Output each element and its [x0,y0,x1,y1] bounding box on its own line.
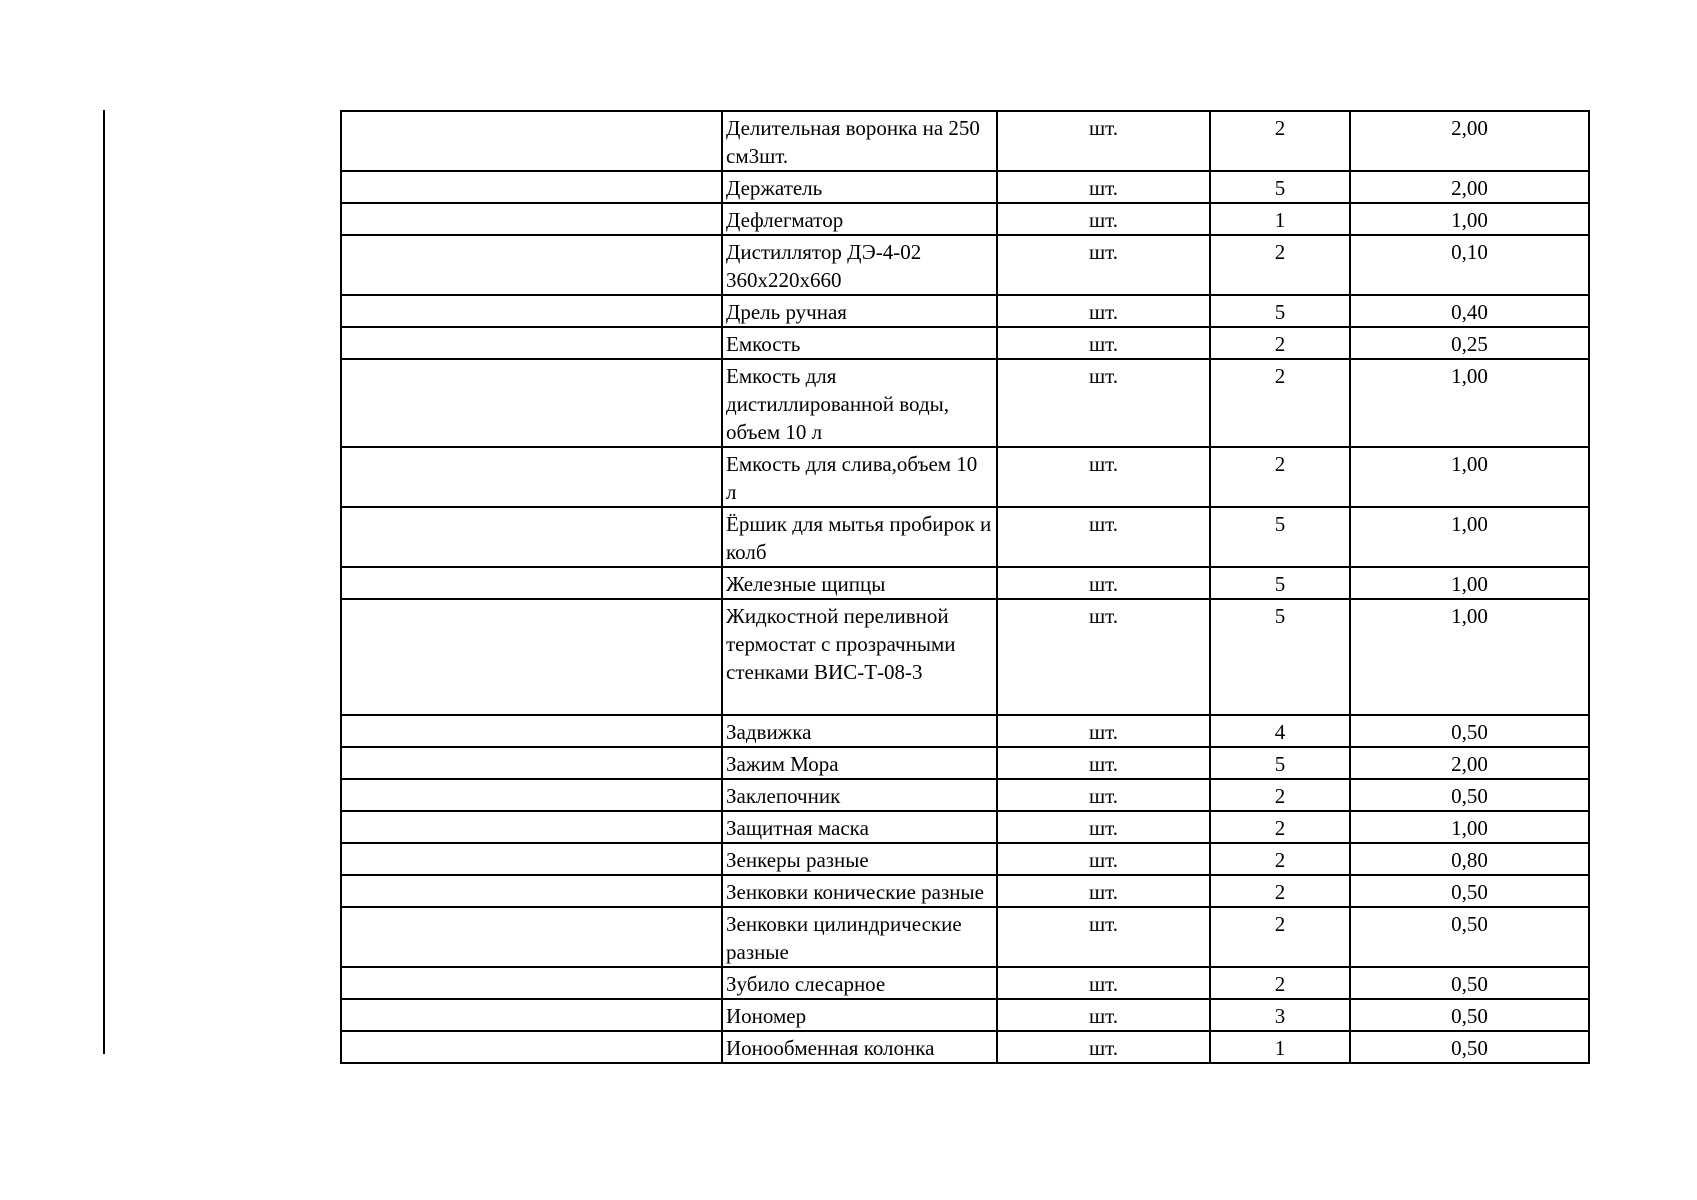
blank-cell [341,507,722,567]
unit-cell: шт. [997,203,1210,235]
quantity-cell: 5 [1210,295,1350,327]
norm-cell: 0,50 [1350,967,1589,999]
norm-cell: 2,00 [1350,171,1589,203]
blank-cell [341,171,722,203]
blank-cell [341,1031,722,1063]
item-name-cell: Держатель [722,171,997,203]
table-row [341,907,1589,967]
item-name-cell: Заклепочник [722,779,997,811]
blank-cell [341,359,722,447]
table-row [341,171,1589,203]
norm-cell: 1,00 [1350,359,1589,447]
blank-cell [341,327,722,359]
unit-cell: шт. [997,747,1210,779]
item-name-cell: Емкость для слива,объем 10 л [722,447,997,507]
blank-cell [341,811,722,843]
quantity-cell: 2 [1210,907,1350,967]
item-name-cell: Зубило слесарное [722,967,997,999]
unit-cell: шт. [997,999,1210,1031]
quantity-cell: 2 [1210,875,1350,907]
blank-cell [341,203,722,235]
equipment-table-body [341,111,1589,1063]
unit-cell: шт. [997,599,1210,715]
quantity-cell: 2 [1210,359,1350,447]
blank-cell [341,779,722,811]
quantity-cell: 1 [1210,1031,1350,1063]
blank-cell [341,111,722,171]
norm-cell: 1,00 [1350,567,1589,599]
unit-cell: шт. [997,359,1210,447]
table-row [341,235,1589,295]
blank-cell [341,967,722,999]
item-name-cell: Задвижка [722,715,997,747]
table-row [341,715,1589,747]
table-row [341,359,1589,447]
quantity-cell: 4 [1210,715,1350,747]
item-name-cell: Иономер [722,999,997,1031]
left-margin-rule [103,110,105,1054]
item-name-cell: Емкость [722,327,997,359]
unit-cell: шт. [997,779,1210,811]
unit-cell: шт. [997,507,1210,567]
equipment-table [340,110,1590,1064]
unit-cell: шт. [997,843,1210,875]
quantity-cell: 3 [1210,999,1350,1031]
table-row [341,843,1589,875]
table-row [341,599,1589,715]
table-row [341,747,1589,779]
quantity-cell: 2 [1210,811,1350,843]
quantity-cell: 2 [1210,111,1350,171]
table-row [341,447,1589,507]
unit-cell: шт. [997,235,1210,295]
norm-cell: 0,50 [1350,1031,1589,1063]
item-name-cell: Зажим Мора [722,747,997,779]
norm-cell: 1,00 [1350,203,1589,235]
blank-cell [341,843,722,875]
table-row [341,327,1589,359]
norm-cell: 0,80 [1350,843,1589,875]
quantity-cell: 2 [1210,843,1350,875]
blank-cell [341,715,722,747]
norm-cell: 1,00 [1350,599,1589,715]
quantity-cell: 5 [1210,599,1350,715]
quantity-cell: 2 [1210,967,1350,999]
norm-cell: 0,50 [1350,779,1589,811]
quantity-cell: 2 [1210,327,1350,359]
norm-cell: 0,10 [1350,235,1589,295]
unit-cell: шт. [997,875,1210,907]
norm-cell: 0,50 [1350,907,1589,967]
table-row [341,967,1589,999]
quantity-cell: 5 [1210,567,1350,599]
unit-cell: шт. [997,111,1210,171]
item-name-cell: Делительная воронка на 250 см3шт. [722,111,997,171]
item-name-cell: Зенкеры разные [722,843,997,875]
table-row [341,111,1589,171]
quantity-cell: 5 [1210,507,1350,567]
unit-cell: шт. [997,811,1210,843]
unit-cell: шт. [997,447,1210,507]
blank-cell [341,599,722,715]
item-name-cell: Дрель ручная [722,295,997,327]
blank-cell [341,999,722,1031]
norm-cell: 0,25 [1350,327,1589,359]
table-row [341,811,1589,843]
blank-cell [341,747,722,779]
item-name-cell: Ёршик для мытья пробирок и колб [722,507,997,567]
table-row [341,567,1589,599]
item-name-cell: Емкость для дистиллированной воды, объем 10 л [722,359,997,447]
table-row [341,999,1589,1031]
item-name-cell: Ионообменная колонка [722,1031,997,1063]
unit-cell: шт. [997,967,1210,999]
norm-cell: 2,00 [1350,747,1589,779]
item-name-cell: Железные щипцы [722,567,997,599]
item-name-cell: Зенковки конические разные [722,875,997,907]
table-row [341,295,1589,327]
unit-cell: шт. [997,327,1210,359]
norm-cell: 1,00 [1350,507,1589,567]
item-name-cell: Жидкостной переливной термостат с прозрачными стенками ВИС-Т-08-3 [722,599,997,715]
norm-cell: 1,00 [1350,447,1589,507]
blank-cell [341,907,722,967]
item-name-cell: Дистиллятор ДЭ-4-02 360х220х660 [722,235,997,295]
item-name-cell: Дефлегматор [722,203,997,235]
table-row [341,1031,1589,1063]
item-name-cell: Зенковки цилиндрические разные [722,907,997,967]
blank-cell [341,235,722,295]
norm-cell: 0,40 [1350,295,1589,327]
norm-cell: 2,00 [1350,111,1589,171]
norm-cell: 0,50 [1350,999,1589,1031]
table-row [341,779,1589,811]
blank-cell [341,295,722,327]
quantity-cell: 2 [1210,779,1350,811]
quantity-cell: 1 [1210,203,1350,235]
unit-cell: шт. [997,295,1210,327]
item-name-cell: Защитная маска [722,811,997,843]
norm-cell: 1,00 [1350,811,1589,843]
blank-cell [341,447,722,507]
table-row [341,507,1589,567]
unit-cell: шт. [997,567,1210,599]
quantity-cell: 5 [1210,171,1350,203]
unit-cell: шт. [997,1031,1210,1063]
unit-cell: шт. [997,171,1210,203]
blank-cell [341,567,722,599]
norm-cell: 0,50 [1350,875,1589,907]
table-row [341,875,1589,907]
unit-cell: шт. [997,715,1210,747]
quantity-cell: 2 [1210,235,1350,295]
quantity-cell: 2 [1210,447,1350,507]
table-row [341,203,1589,235]
unit-cell: шт. [997,907,1210,967]
norm-cell: 0,50 [1350,715,1589,747]
quantity-cell: 5 [1210,747,1350,779]
blank-cell [341,875,722,907]
